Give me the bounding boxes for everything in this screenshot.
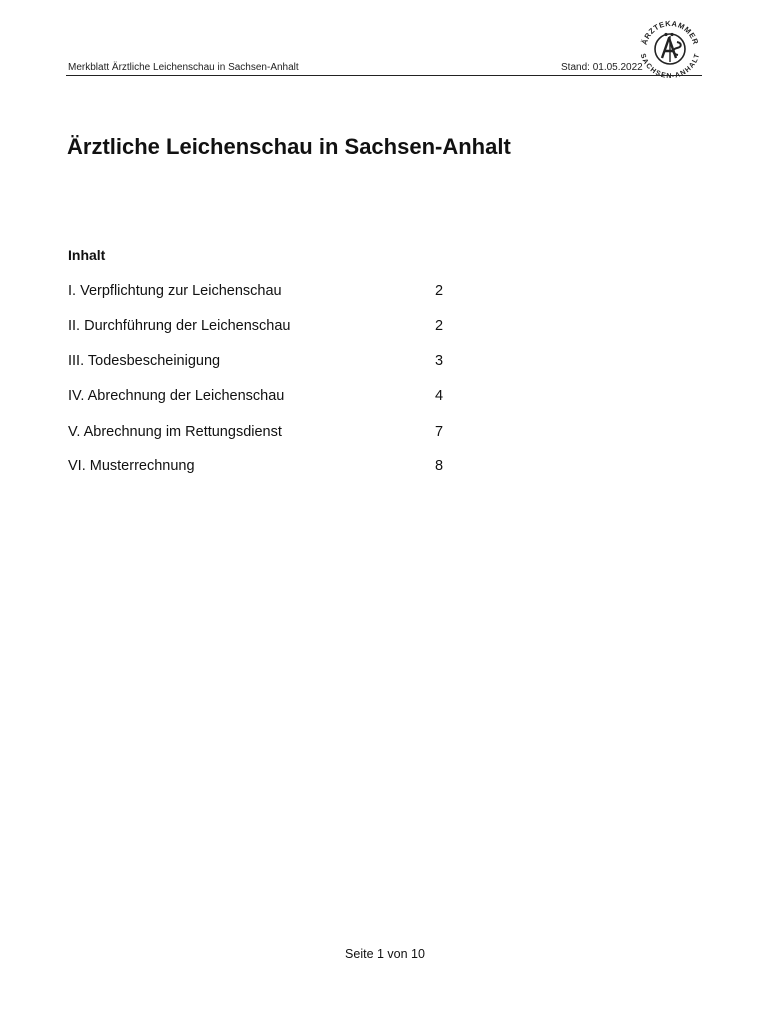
toc-entry[interactable] — [68, 388, 448, 408]
toc-entry-page: 4 — [435, 388, 444, 404]
toc-entry[interactable] — [68, 458, 448, 478]
toc-entry-label: II. Durchführung der Leichenschau — [68, 318, 291, 334]
toc-entry-page: 7 — [435, 424, 444, 440]
toc-entry-page: 3 — [435, 353, 444, 369]
toc-entry-page: 2 — [435, 318, 444, 334]
toc-entry-label: IV. Abrechnung der Leichenschau — [68, 388, 285, 404]
logo-text-top: ÄRZTEKAMMER — [639, 18, 701, 46]
toc-entry-label: VI. Musterrechnung — [68, 458, 195, 474]
page-title: Ärztliche Leichenschau in Sachsen-Anhalt — [67, 134, 511, 159]
toc-entry[interactable] — [68, 353, 448, 373]
toc-entry[interactable] — [68, 318, 448, 338]
logo-text-bottom: SACHSEN-ANHALT — [638, 52, 702, 81]
toc-entry-label: III. Todesbescheinigung — [68, 353, 221, 369]
toc-entry-page: 2 — [435, 283, 444, 299]
aerztekammer-seal-icon — [636, 14, 704, 82]
header-document-name: Merkblatt Ärztliche Leichenschau in Sachsen-Anhalt — [68, 62, 299, 73]
page-number-footer: Seite 1 von 10 — [345, 947, 425, 961]
toc-entry-label: I. Verpflichtung zur Leichenschau — [68, 283, 282, 299]
header-date: Stand: 01.05.2022 — [561, 62, 643, 73]
toc-entry-page: 8 — [435, 458, 444, 474]
toc-entry-label: V. Abrechnung im Rettungsdienst — [68, 424, 282, 440]
toc-entry[interactable] — [68, 424, 448, 444]
toc-entry[interactable] — [68, 283, 448, 303]
header-divider — [66, 75, 702, 76]
toc-heading: Inhalt — [68, 247, 106, 263]
